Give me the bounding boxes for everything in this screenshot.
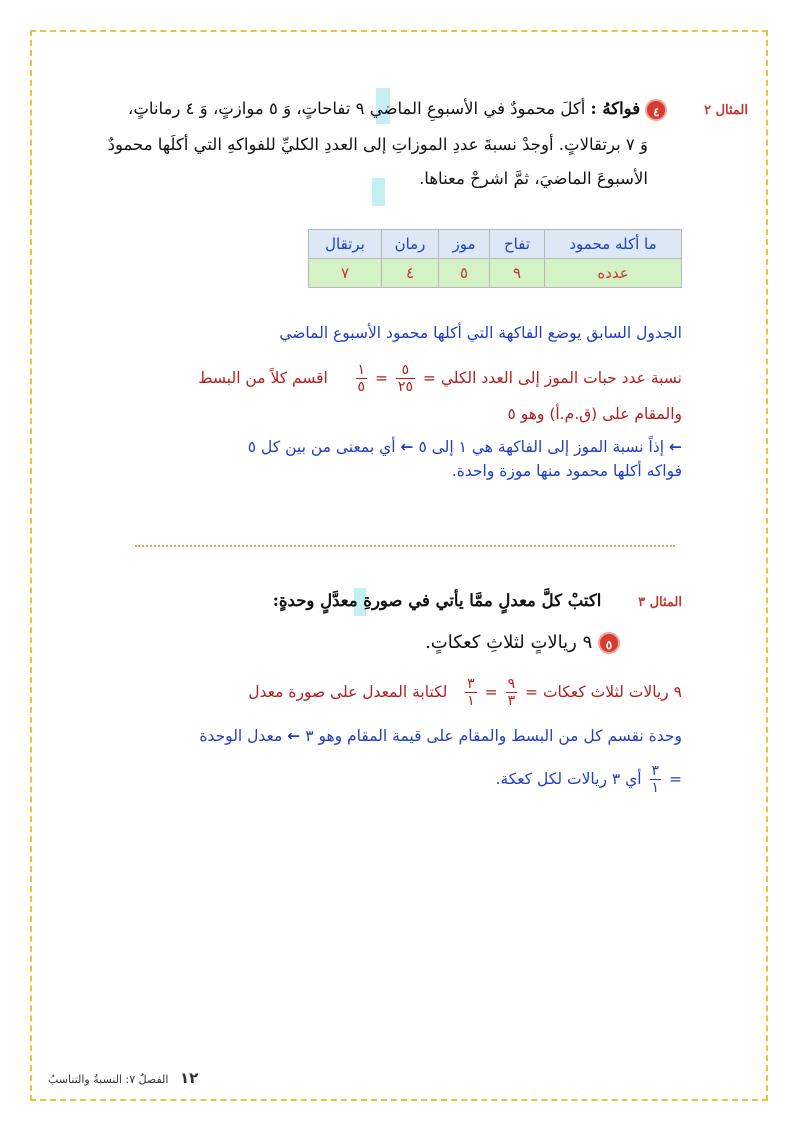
fraction-denominator: ١ [467,693,475,709]
table-header-cell: رمان [382,230,439,259]
fraction [506,676,518,709]
table-cell: ٤ [382,259,439,288]
example-3-instruction: اكتبْ كلَّ معدلٍ ممَّا يأتي في صورةِ معدَّلٍ وحدةٍ: [272,591,602,610]
fraction [396,362,415,395]
fraction [356,362,368,395]
fraction [650,763,662,796]
solution-line: الجدول السابق يوضع الفاكهة التي أكلها محمود الأسبوع الماضي [279,324,682,342]
example-3-label: المثال ٣ [638,595,682,610]
solution-line [62,676,682,709]
fraction-numerator: ٥ [396,362,415,379]
example-2-line-1 [38,92,748,128]
solution-text: نسبة عدد حبات الموز إلى العدد الكلي = [422,369,682,387]
fraction-denominator: ٥ [357,379,366,395]
equals-sign: = [669,770,682,788]
solution-line: والمقام على (ق.م.أ) وهو ٥ [507,405,682,423]
table-cell: ٧ [309,259,382,288]
fraction-numerator: ٣ [467,676,475,692]
equals-sign: = [484,683,498,701]
example-3-line-1 [62,584,682,620]
table-value-row [309,259,682,288]
example-2-block [38,92,748,196]
chapter-title: الفصلُ ٧: النسبةُ والتناسبُ [48,1073,169,1086]
fruit-table-wrap [308,229,682,288]
solution-text: أي ٣ ريالات لكل كعكة. [495,770,642,788]
solution-line [82,435,682,459]
solution-text: وحدة نقسم كل من البسط والمقام على قيمة المقام وهو ٣ [305,727,682,745]
arrow-left-icon: ← [287,727,301,745]
fraction-numerator: ٣ [651,763,660,779]
example-3-block [62,584,682,660]
example-2-line-2 [38,128,748,162]
solution-3-block [62,676,682,796]
solution-text: أي بمعنى من بين كل ٥ [247,438,396,456]
table-cell: عدده [545,259,682,288]
table-header-cell: برتقال [309,230,382,259]
table-header-row [309,230,682,259]
table-header-cell: موز [439,230,490,259]
fraction-denominator: ١ [651,780,660,796]
fraction-denominator: ٣ [507,693,516,709]
table-cell: ٥ [439,259,490,288]
fraction-denominator: ٢٥ [397,379,413,395]
table-cell: ٩ [490,259,545,288]
exercise-text: وَ ٧ برتقالاتٍ. أوجدْ نسبةَ عددِ الموزاتِ إلى العددِ الكليِّ للفواكهِ التي أكلَها محمودٌ [107,135,648,154]
example-3-problem [62,626,682,660]
solution-text: لكتابة المعدل على صورة معدل [248,683,448,701]
page-footer [48,1069,198,1087]
page-number: ١٢ [179,1069,199,1087]
example-2-label: المثال ٢ [704,103,748,118]
solution-text: اقسم كلاً من البسط [198,369,328,387]
exercise-number-badge: ٤ [645,99,667,121]
exercise-text: الأسبوعَ الماضيَ، ثمَّ اشرحْ معناها. [419,169,648,188]
exercise-title: فواكهُ : [590,99,641,118]
fraction-numerator: ١ [357,362,366,378]
table-header-cell: تفاح [490,230,545,259]
fruit-table [308,229,682,288]
fraction-numerator: ٩ [507,676,516,692]
solution-text: ٩ ريالات لثلاث كعكات = [525,683,682,701]
section-divider [135,545,675,547]
arrow-left-icon: ← [669,438,682,456]
solution-line [82,362,682,395]
fraction [465,676,477,709]
solution-line: فواكه أكلها محمود منها موزة واحدة. [451,462,682,480]
solution-text: معدل الوحدة [199,727,283,745]
arrow-left-icon: ← [400,438,414,456]
example-2-line-3 [38,162,748,196]
equals-sign: = [374,369,388,387]
exercise-text: أكلَ محمودٌ في الأسبوعِ الماضي ٩ تفاحاتٍ، وَ ٥ موازتٍ، وَ ٤ رماناتٍ، [128,99,586,118]
solution-line [62,721,682,751]
exercise-text: ٩ ريالاتٍ لثلاثِ كعكاتٍ. [425,632,593,653]
solution-text: إذاً نسبة الموز إلى الفاكهة هي ١ إلى ٥ [418,438,665,456]
table-header-cell: ما أكله محمود [545,230,682,259]
solution-2-block [82,318,682,483]
solution-line [62,763,682,796]
exercise-number-badge: ٥ [598,632,620,654]
